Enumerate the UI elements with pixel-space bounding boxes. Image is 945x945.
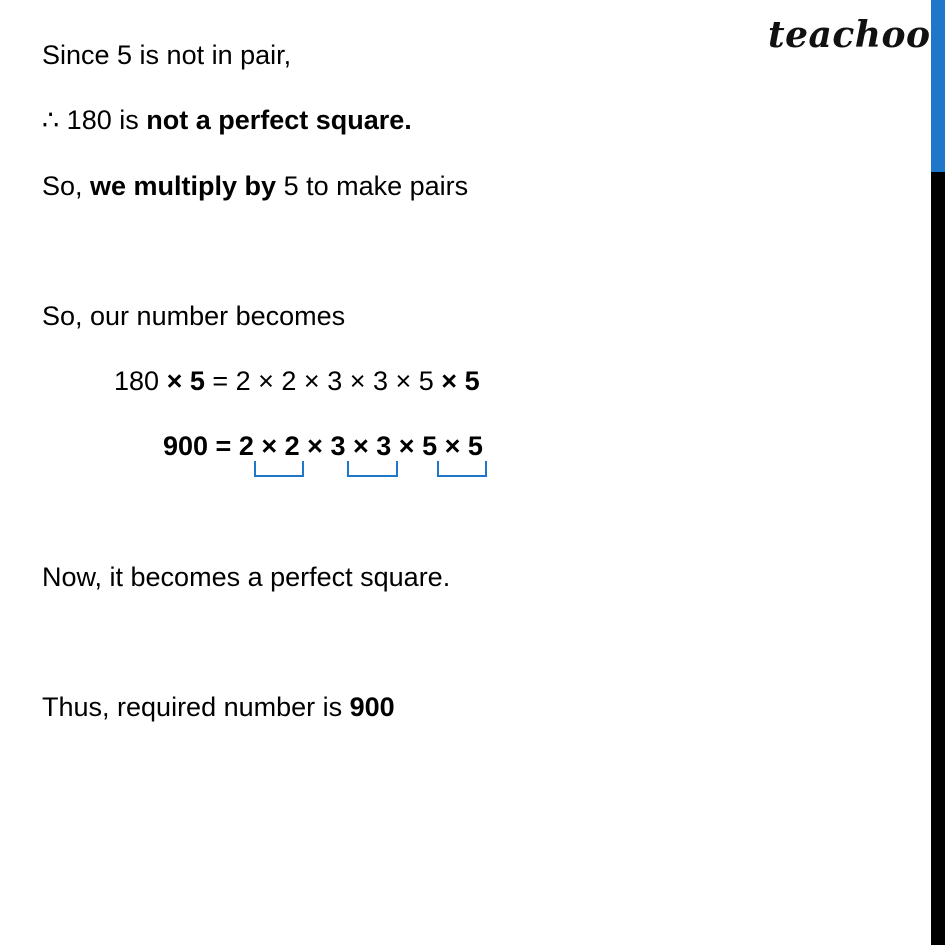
eq1-180: 180 (114, 366, 167, 396)
eq2-factor-3: 3 (330, 431, 346, 461)
equation-180-times-5 (114, 365, 480, 397)
line-required-number (42, 691, 395, 723)
eq2-op-2: × (299, 431, 331, 461)
line-becomes-perfect-square: Now, it becomes a perfect square. (42, 562, 451, 592)
answer-900-bold: 900 (349, 692, 395, 722)
line-multiply-by-5 (42, 170, 468, 202)
eq2-factor-6: 5 (467, 431, 483, 461)
equation-900-factorization (163, 430, 483, 462)
sidebar-accent-bar (931, 0, 945, 172)
eq2-lhs: 900 = (163, 431, 239, 461)
eq2-factor-1: 2 (238, 431, 254, 461)
eq2-op-1: × (253, 431, 285, 461)
to-make-pairs-text: 5 to make pairs (276, 171, 469, 201)
pair-bracket-3s (347, 461, 398, 477)
not-perfect-square-bold: not a perfect square. (146, 105, 412, 135)
line-since-5-not-in-pair: Since 5 is not in pair, (42, 40, 292, 70)
eq1-factorization: = 2 × 2 × 3 × 3 × 5 (204, 366, 442, 396)
teachoo-logo: teachoo (768, 14, 931, 56)
eq2-factor-4: 3 (376, 431, 392, 461)
pair-bracket-5s (437, 461, 487, 477)
therefore-text: ∴ 180 is (42, 105, 147, 135)
eq1-times-5-bold-end: × 5 (441, 366, 480, 396)
eq2-op-5: × (437, 431, 468, 461)
required-number-text: Thus, required number is (42, 692, 350, 722)
line-our-number-becomes: So, our number becomes (42, 301, 346, 331)
eq1-times-5-bold: × 5 (166, 366, 205, 396)
we-multiply-by-bold: we multiply by (90, 171, 277, 201)
pair-bracket-2s (254, 461, 304, 477)
eq2-factor-5: 5 (422, 431, 438, 461)
so-text: So, (42, 171, 91, 201)
line-not-perfect-square (42, 104, 412, 136)
eq2-factor-2: 2 (284, 431, 300, 461)
eq2-op-4: × (391, 431, 423, 461)
eq2-op-3: × (345, 431, 377, 461)
